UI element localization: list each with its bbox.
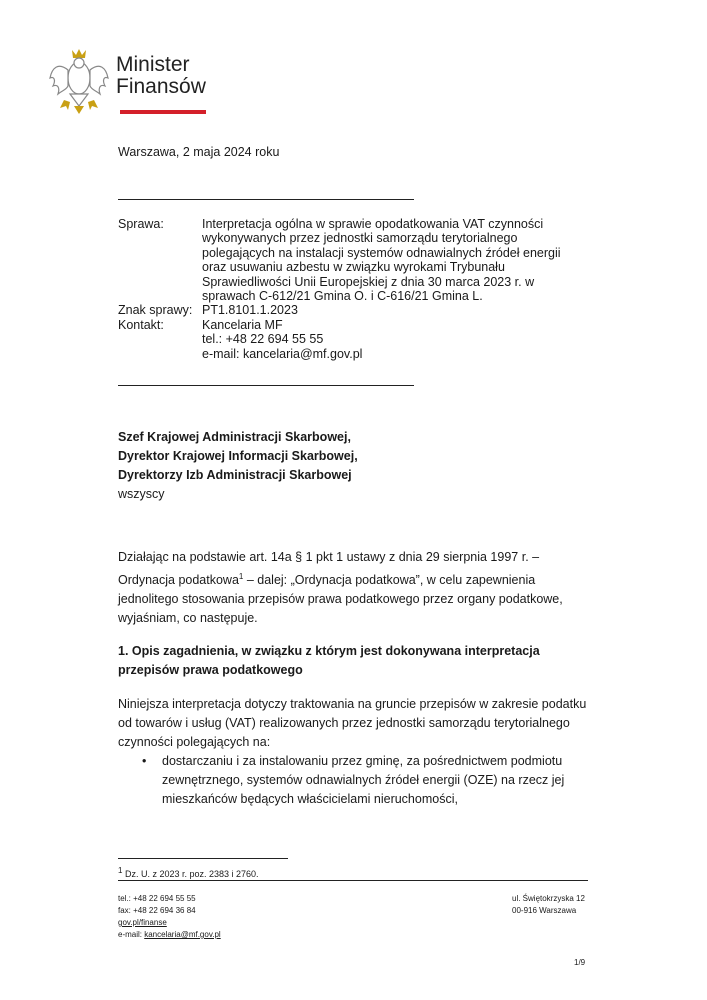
recipient-3: Dyrektorzy Izb Administracji Skarbowej — [118, 468, 352, 482]
case-number-value: PT1.8101.1.2023 — [202, 303, 298, 318]
footnote — [118, 866, 259, 879]
footer-address — [512, 893, 585, 917]
brand-line-2: Finansów — [116, 75, 206, 98]
case-metadata — [118, 217, 574, 361]
page-number: 1/9 — [574, 958, 586, 967]
footer-email-label: e-mail: — [118, 930, 145, 939]
footer-email-link[interactable]: kancelaria@mf.gov.pl — [144, 930, 221, 939]
bullet-item-1: dostarczaniu i za instalowaniu przez gminę, za pośrednictwem podmiotu zewnętrznego, systemów odnawialnych źródeł energii (OZE) na rzecz jej mieszkańców będących właścicielami nieruchomości, — [162, 754, 565, 806]
footer-fax: fax: +48 22 694 36 84 — [118, 906, 196, 915]
recipient-1: Szef Krajowej Administracji Skarbowej, — [118, 430, 351, 444]
document-date: Warszawa, 2 maja 2024 roku — [118, 145, 280, 159]
footer-divider — [118, 880, 588, 881]
case-number-label: Znak sprawy: — [118, 303, 193, 318]
contact-label: Kontakt: — [118, 317, 164, 332]
footer-tel: tel.: +48 22 694 55 55 — [118, 894, 196, 903]
brand-accent-bar — [120, 110, 206, 114]
recipients — [118, 428, 358, 504]
intro-part-2: – dalej: „Ordynacja podatkowa”, w celu zapewnienia jednolitego stosowania przepisów prawa podatkowego przez organy podatkowe, wyjaśniam, co następuje. — [118, 573, 563, 626]
contact-email: e-mail: kancelaria@mf.gov.pl — [202, 346, 363, 361]
section-1-paragraph: Niniejsza interpretacja dotyczy traktowania na gruncie przepisów w zakresie podatku od towarów i usług (VAT) realizowanych przez jednostki samorządu terytorialnego czynności polegających na: — [118, 697, 587, 749]
recipient-4: wszyscy — [118, 487, 165, 501]
brand-line-1: Minister — [116, 53, 190, 76]
footer-web-link[interactable]: gov.pl/finanse — [118, 918, 167, 927]
footnote-divider — [118, 858, 288, 859]
footnote-text: Dz. U. z 2023 r. poz. 2383 i 2760. — [122, 869, 259, 879]
footer-address-line-1: ul. Świętokrzyska 12 — [512, 894, 585, 903]
contact-phone: tel.: +48 22 694 55 55 — [202, 332, 324, 347]
section-1-heading: 1. Opis zagadnienia, w związku z którym jest dokonywana interpretacja przepisów prawa podatkowego — [118, 644, 540, 677]
eagle-emblem-icon — [48, 48, 110, 116]
footer-address-line-2: 00-916 Warszawa — [512, 906, 577, 915]
ministry-brand — [116, 54, 206, 98]
recipient-2: Dyrektor Krajowej Informacji Skarbowej, — [118, 449, 358, 463]
intro-part-1: Działając na podstawie art. 14a § 1 pkt 1 ustawy z dnia 29 sierpnia 1997 r. – Ordynacja podatkowa — [118, 550, 540, 588]
sprawa-label: Sprawa: — [118, 217, 164, 231]
contact-office: Kancelaria MF — [202, 317, 283, 332]
divider-bottom — [118, 385, 414, 386]
footnote-ref: 1 — [238, 572, 244, 581]
divider-top — [118, 199, 414, 200]
footer-email-row — [118, 929, 221, 941]
sprawa-value: Interpretacja ogólna w sprawie opodatkowania VAT czynności wykonywanych przez jednostki samorządu terytorialnego polegających na instalacji systemów odnawialnych źródeł energii oraz usuwaniu azbestu w związku wyrokami Trybunału Sprawiedliwości Unii Europejskiej z dnia 30 marca 2023 r. w sprawach C-612/21 Gmina O. i C-616/21 Gmina L. — [202, 217, 561, 304]
footnote-number: 1 — [118, 866, 123, 875]
footer-contact — [118, 893, 221, 941]
intro-paragraph — [118, 548, 588, 628]
bullet-icon: • — [142, 754, 147, 768]
